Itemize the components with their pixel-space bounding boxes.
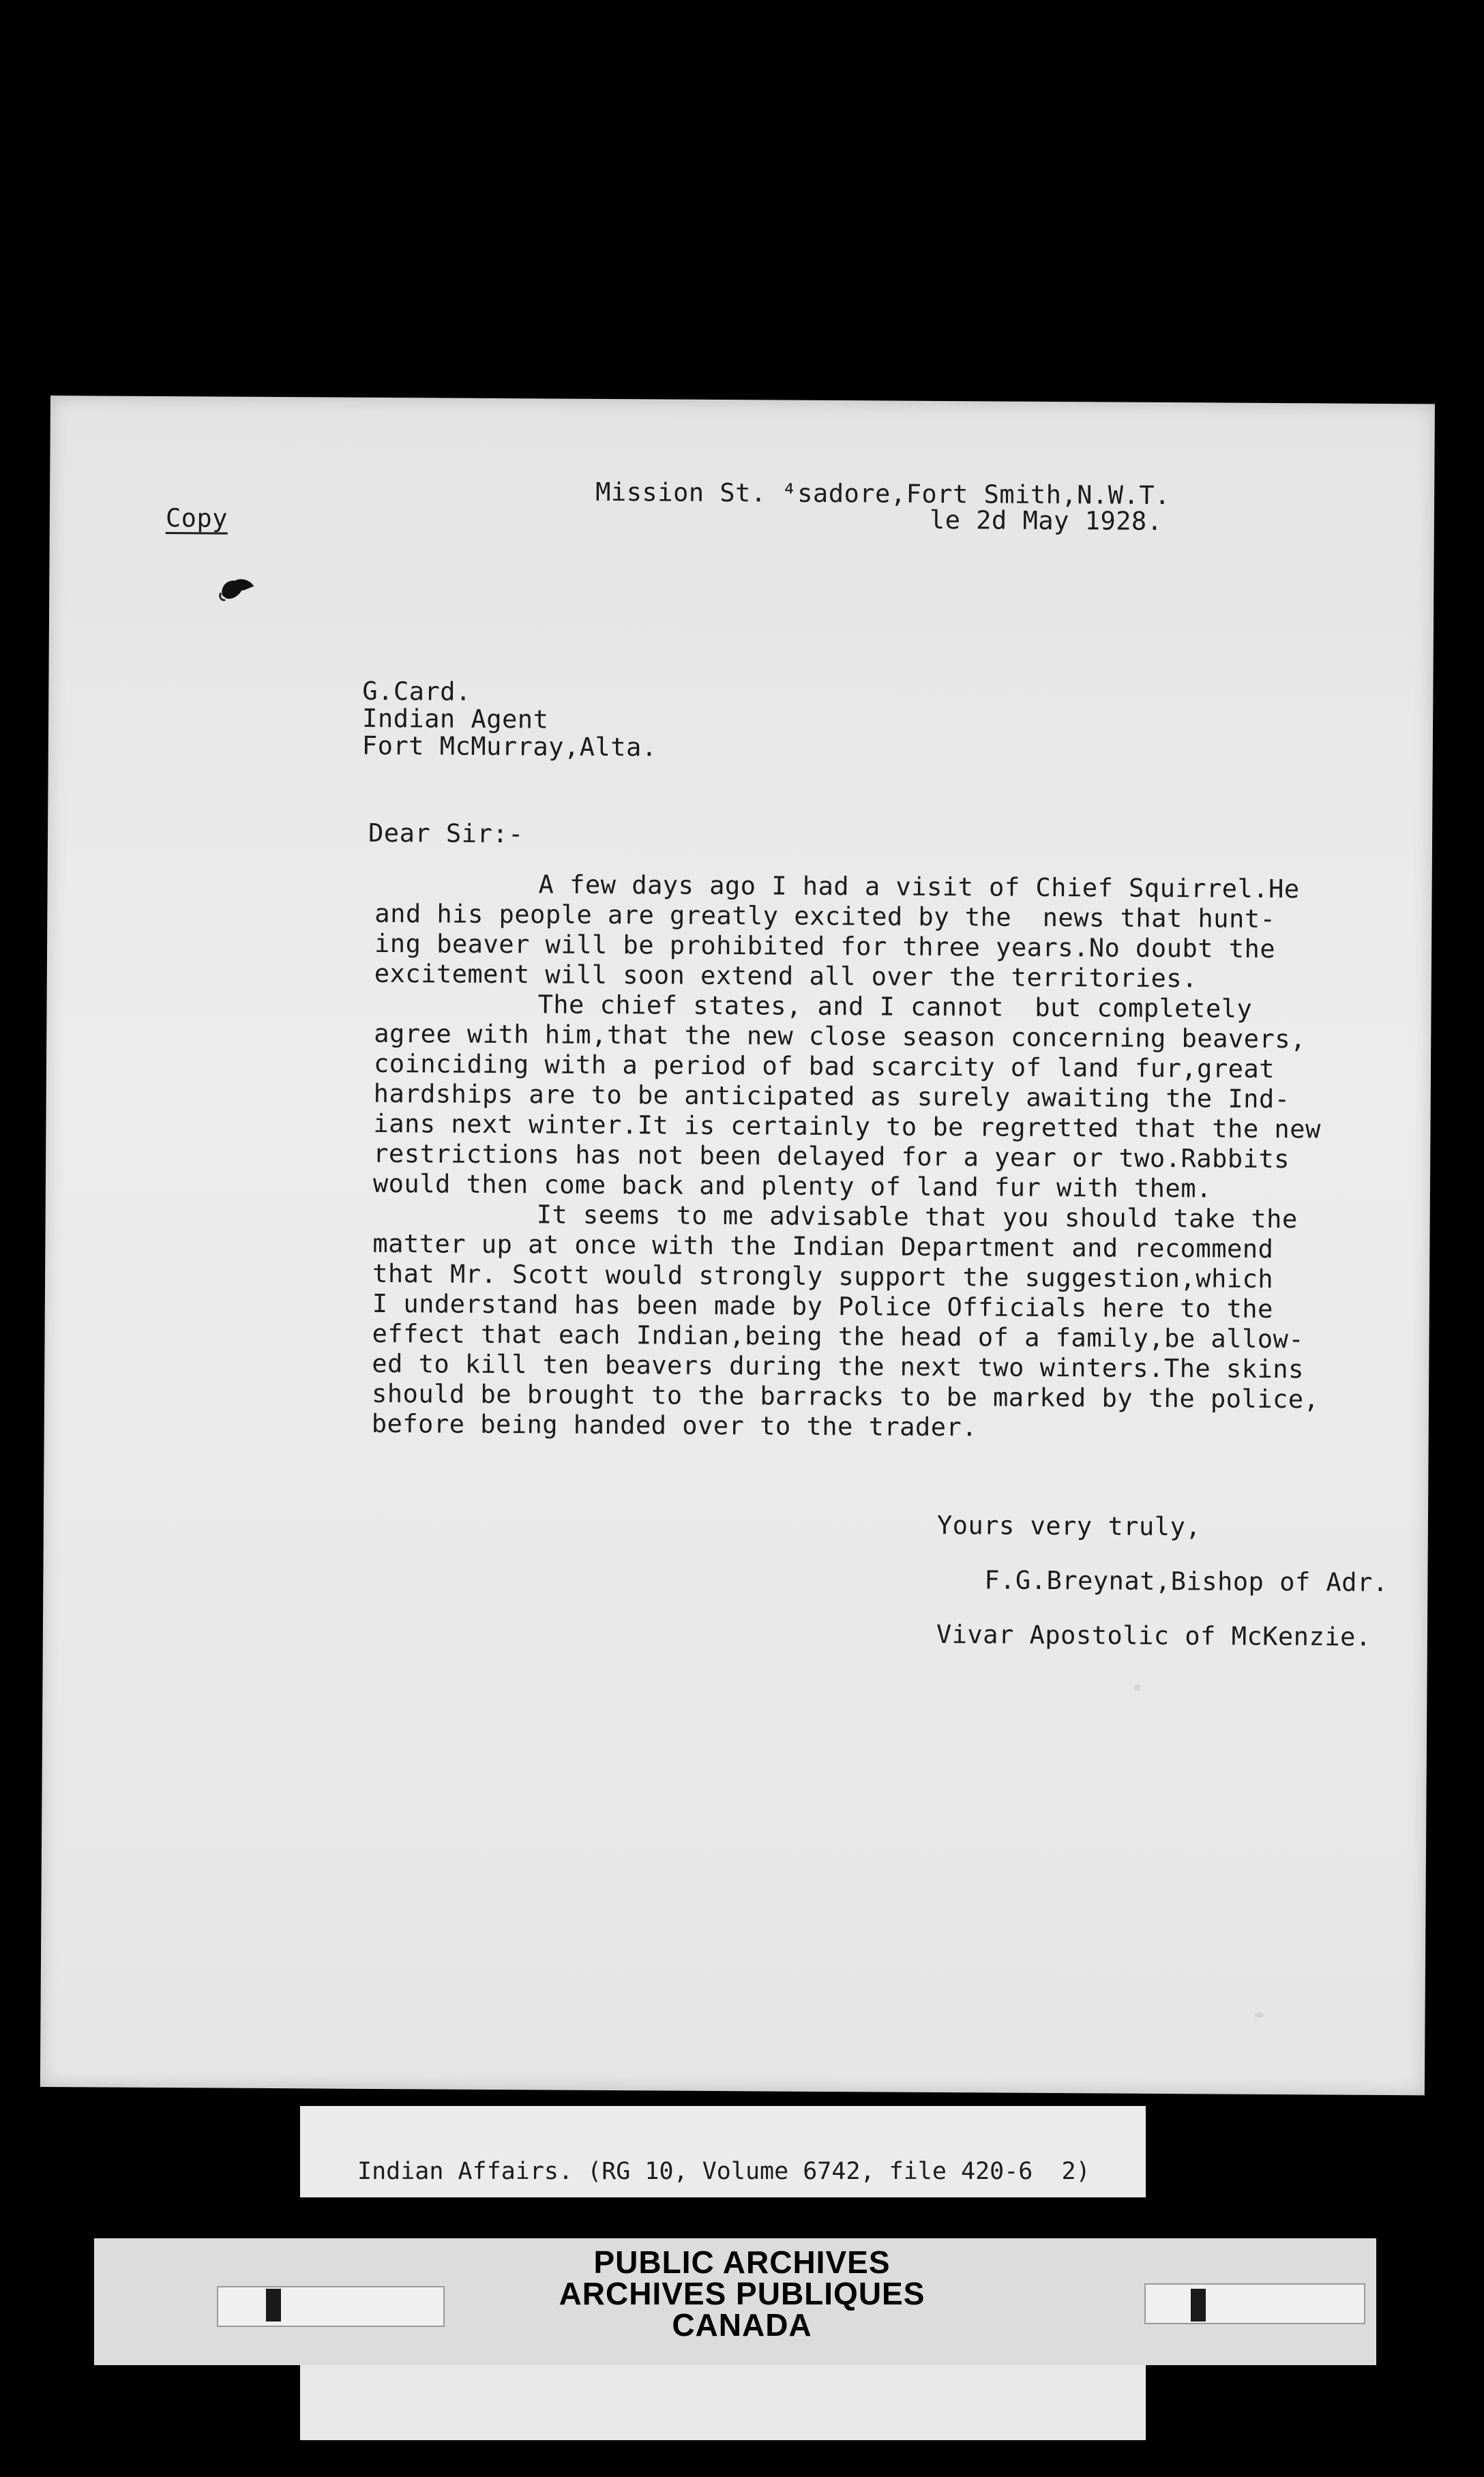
letter-page xyxy=(40,396,1435,2095)
addressee-title: Indian Agent xyxy=(361,703,549,735)
archive-stamp-band xyxy=(94,2238,1376,2365)
archive-line-3: CANADA xyxy=(672,2307,812,2343)
closing: Yours very truly, xyxy=(936,1510,1202,1542)
salutation: Dear Sir:- xyxy=(368,818,524,849)
addressee-name: G.Card. xyxy=(362,676,471,707)
body-line: I understand has been made by Police Officials here to the xyxy=(372,1288,1273,1324)
copy-label: Copy xyxy=(165,503,228,533)
body-line: agree with him,that the new close season concerning beavers, xyxy=(374,1018,1306,1054)
signatory-title: Vivar Apostolic of McKenzie. xyxy=(936,1619,1371,1652)
addressee-location: Fort McMurray,Alta. xyxy=(361,730,657,762)
archive-reference: Indian Affairs. (RG 10, Volume 6742, file 420-6 2) xyxy=(357,2158,1090,2185)
clip-left-icon xyxy=(266,2289,281,2322)
body-line: before being handed over to the trader. xyxy=(371,1408,978,1442)
paper-speck xyxy=(1255,2013,1264,2018)
archive-line-1: PUBLIC ARCHIVES xyxy=(593,2244,891,2280)
body-line: matter up at once with the Indian Department and recommend xyxy=(372,1228,1274,1264)
film-tab-left xyxy=(217,2286,445,2327)
archive-institution xyxy=(435,2246,1049,2341)
body-line: A few days ago I had a visit of Chief Squirrel.He xyxy=(538,870,1300,904)
body-line: excitement will soon extend all over the territories. xyxy=(374,958,1198,994)
body-line: restrictions has not been delayed for a year or two.Rabbits xyxy=(373,1138,1290,1174)
archive-reference-strip xyxy=(300,2106,1146,2197)
body-line: ing beaver will be prohibited for three years.No doubt the xyxy=(374,928,1276,964)
body-line: coinciding with a period of bad scarcity of land fur,great xyxy=(373,1048,1275,1084)
body-line: and his people are greatly excited by the news that hunt- xyxy=(374,898,1276,934)
paper-speck xyxy=(1133,1685,1140,1691)
body-line: The chief states, and I cannot but completely xyxy=(537,990,1253,1024)
film-tab-right xyxy=(1144,2283,1365,2324)
letter-header-place: Mission St. ⁴sadore,Fort Smith,N.W.T. xyxy=(595,477,1170,511)
clip-right-icon xyxy=(1191,2289,1206,2322)
body-line: effect that each Indian,being the head of a family,be allow- xyxy=(372,1318,1305,1354)
ink-blot-icon xyxy=(218,576,256,603)
body-line: hardships are to be anticipated as surely awaiting the Ind- xyxy=(373,1078,1290,1114)
signature: F.G.Breynat,Bishop of Adr. xyxy=(984,1565,1389,1598)
body-line: should be brought to the barracks to be marked by the police, xyxy=(371,1378,1320,1414)
archive-label-bottom xyxy=(300,2365,1146,2440)
letter-header-date: le 2d May 1928. xyxy=(929,505,1163,536)
body-line: ians next winter.It is certainly to be regretted that the new xyxy=(373,1108,1321,1144)
body-line: would then come back and plenty of land fur with them. xyxy=(372,1168,1212,1204)
body-line: that Mr. Scott would strongly support the suggestion,which xyxy=(372,1258,1274,1294)
body-line: It seems to me advisable that you should take the xyxy=(536,1200,1298,1234)
body-line: ed to kill ten beavers during the next two winters.The skins xyxy=(372,1348,1305,1384)
archive-line-2: ARCHIVES PUBLIQUES xyxy=(559,2276,925,2311)
